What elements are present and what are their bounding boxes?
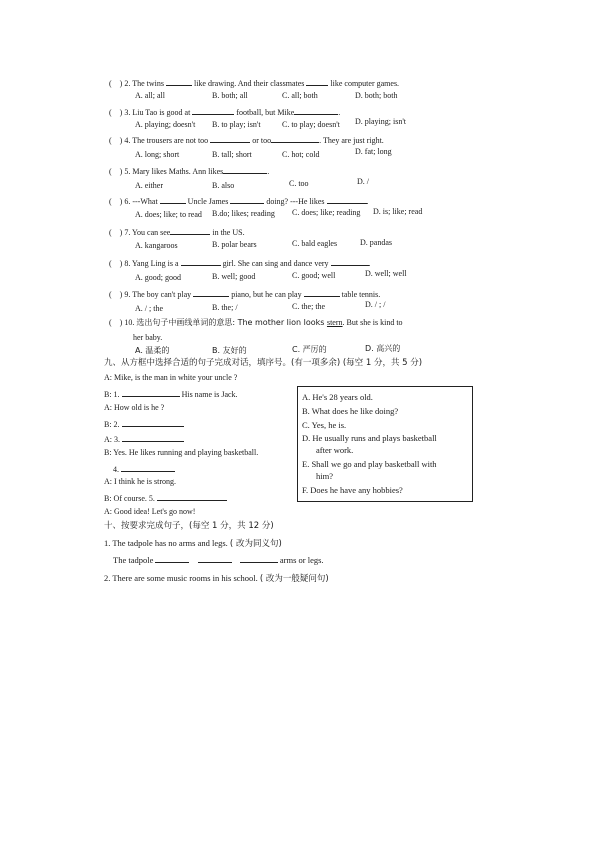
dialog-line: A: How old is he ? [104, 403, 165, 412]
box-option-d: D. He usually runs and plays basketball [302, 433, 437, 443]
question-stem: ( ) 6. ---What Uncle James doing? ---He likes . [109, 197, 369, 206]
dialog-line: A: Mike, is the man in white your uncle ? [104, 373, 238, 382]
box-option-d-continued: after work. [316, 445, 354, 455]
box-option-e: E. Shall we go and play basketball with [302, 459, 437, 469]
option-d: D. is; like; read [373, 207, 423, 216]
question-stem: ( ) 3. Liu Tao is good at football, but Mike . [109, 108, 341, 117]
box-option-c: C. Yes, he is. [302, 420, 347, 430]
option-c: C. all; both [282, 91, 318, 100]
option-b: B.do; likes; reading [212, 209, 275, 218]
option-c: C. hot; cold [282, 150, 320, 159]
answer-blank-1[interactable] [122, 388, 180, 397]
option-b: B. polar bears [212, 240, 257, 249]
question-stem: ( ) 8. Yang Ling is a girl. She can sing and dance very . [109, 259, 371, 268]
question-stem: ( ) 10. 选出句子中画线单词的意思: The mother lion looks stern. But she is kind to [109, 318, 403, 327]
dialog-line: A: I think he is strong. [104, 477, 176, 486]
option-b: B. both; all [212, 91, 248, 100]
box-option-f: F. Does he have any hobbies? [302, 485, 403, 495]
dialog-line: B: 2. [104, 418, 184, 430]
rewrite-prompt: 1. The tadpole has no arms and legs. ( 改为同义句) [104, 538, 282, 549]
question-stem: ( ) 5. Mary likes Maths. Ann likes . [109, 167, 270, 176]
question-stem: ( ) 4. The trousers are not too or too . They are just right. [109, 136, 384, 145]
option-d: D. well; well [365, 269, 407, 278]
dialog-line: B: 1. His name is Jack. [104, 390, 238, 399]
option-c: C. the; the [292, 302, 326, 311]
option-c: C. to play; doesn't [282, 120, 340, 129]
question-stem: ( ) 7. You can see in the US. [109, 228, 245, 237]
option-b: B. also [212, 181, 235, 190]
option-a: A. 温柔的 [135, 346, 170, 355]
box-option-e-continued: him? [316, 471, 333, 481]
option-a: A. good; good [135, 273, 181, 282]
question-stem-continued: her baby. [133, 333, 163, 342]
option-d: D. both; both [355, 91, 398, 100]
option-d: D. pandas [360, 238, 392, 247]
answer-blank[interactable] [240, 554, 278, 563]
option-d: D. / ; / [365, 300, 386, 309]
question-stem: ( ) 2. The twins like drawing. And their classmates like computer games. [109, 79, 400, 88]
dialog-line: B: Of course. 5. [104, 492, 227, 504]
option-d: D. 高兴的 [365, 344, 401, 353]
option-a: A. either [135, 181, 163, 190]
option-a: A. does; like; to read [135, 210, 202, 219]
answer-blank[interactable] [155, 554, 189, 563]
option-c: C. too [289, 179, 309, 188]
option-a: A. long; short [135, 150, 180, 159]
section-ten-heading: 十、按要求完成句子，(每空 1 分，共 12 分) [104, 521, 274, 531]
rewrite-prompt: 2. There are some music rooms in his school. ( 改为一般疑问句) [104, 573, 329, 584]
box-option-b: B. What does he like doing? [302, 406, 399, 416]
option-a: A. / ; the [135, 304, 163, 313]
rewrite-answer-line: The tadpole arms or legs. [113, 555, 324, 565]
option-d: D. fat; long [355, 147, 392, 156]
option-a: A. kangaroos [135, 241, 178, 250]
answer-blank-4[interactable] [121, 463, 175, 472]
box-option-a: A. He's 28 years old. [302, 392, 373, 402]
dialog-line: B: Yes. He likes running and playing basketball. [104, 448, 259, 457]
answer-blank-2[interactable] [122, 418, 184, 427]
dialog-line: A: Good idea! Let's go now! [104, 507, 196, 516]
answer-blank-3[interactable] [122, 433, 184, 442]
dialog-line: 4. [113, 463, 175, 475]
option-b: B. 友好的 [212, 346, 247, 355]
option-c: C. good; well [292, 271, 336, 280]
option-b: B. tall; short [212, 150, 252, 159]
option-c: C. does; like; reading [292, 208, 361, 217]
option-a: A. all; all [135, 91, 165, 100]
dialog-line: A: 3. [104, 433, 184, 445]
answer-blank-5[interactable] [157, 492, 227, 501]
underlined-word: stern [326, 318, 343, 327]
answer-blank[interactable] [198, 554, 232, 563]
option-d: D. / [357, 177, 369, 186]
option-b: B. to play; isn't [212, 120, 261, 129]
option-a: A. playing; doesn't [135, 120, 196, 129]
option-c: C. bald eagles [292, 239, 338, 248]
option-b: B. the; / [212, 303, 238, 312]
question-stem: ( ) 9. The boy can't play piano, but he can play table tennis. [109, 290, 381, 299]
options-box [297, 386, 473, 502]
section-nine-heading: 九、从方框中选择合适的句子完成对话，填序号。(有一项多余) (每空 1 分，共 5 分) [104, 358, 423, 368]
option-d: D. playing; isn't [355, 117, 406, 126]
option-c: C. 严厉的 [292, 345, 327, 354]
option-b: B. well; good [212, 272, 256, 281]
